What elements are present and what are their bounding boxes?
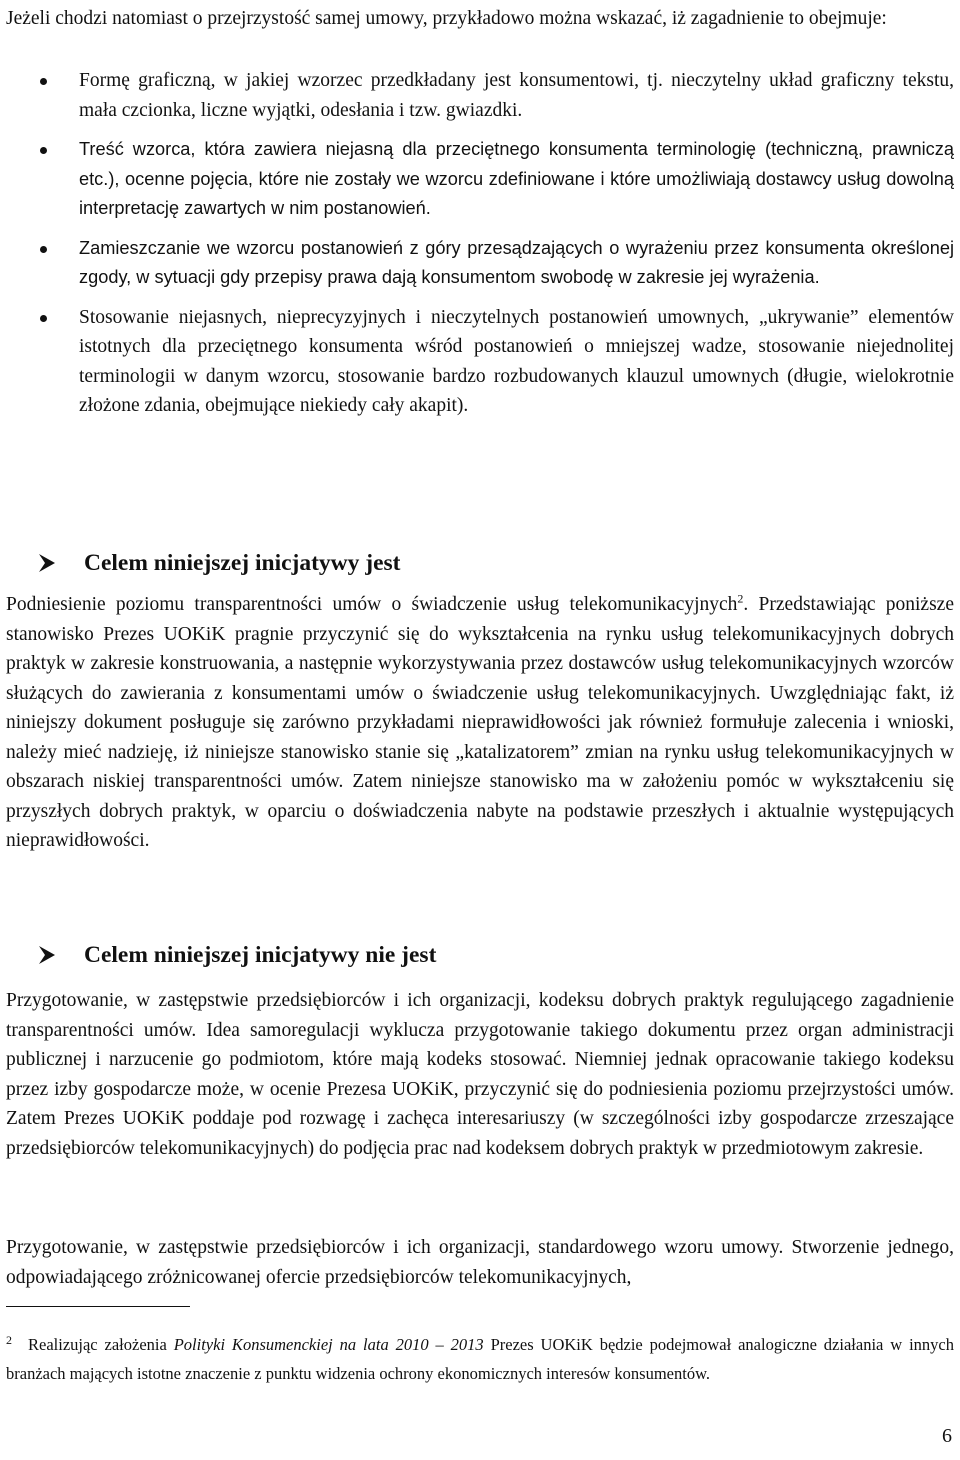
footnote-text: Prezes UOKiK będzie podejmował analogiczne działania w innych branżach mających istotne znaczenie z punktu widzenia ochrony ekonomicznych interesów konsumentów. [6, 1335, 954, 1383]
list-item-text: Zamieszczanie we wzorcu postanowień z góry przesądzających o wyrażeniu przez konsumenta określonej zgody, w sytuacji gdy przepisy prawa dają konsumentom swobodę w zakresie jej wyrażenia. [79, 237, 954, 287]
list-item [0, 303, 954, 421]
section-heading-text: Celem niniejszej inicjatywy nie jest [84, 942, 437, 968]
bullet-icon [40, 246, 47, 253]
footnote-text: Realizując założenia [28, 1335, 174, 1354]
list-item-text: Formę graficzną, w jakiej wzorzec przedkładany jest konsumentowi, tj. nieczytelny układ graficzny tekstu, mała czcionka, liczne wyjątki, odesłania i tzw. gwiazdki. [79, 70, 954, 121]
intro-paragraph: Jeżeli chodzi natomiast o przejrzystość samej umowy, przykładowo można wskazać, iż zagadnienie to obejmuje: [6, 8, 887, 29]
list-item-text: Treść wzorca, która zawiera niejasną dla przeciętnego konsumenta terminologię (techniczną, prawniczą etc.), ocenne pojęcia, które nie zostały we wzorcu zdefiniowane i które umożliwiają dostawcy usług dowolną interpretację zawartych w nim postanowień. [79, 139, 954, 218]
bullet-icon [40, 78, 47, 85]
list-item [0, 66, 954, 125]
arrow-bullet-icon [36, 552, 58, 574]
list-item-text: Stosowanie niejasnych, nieprecyzyjnych i nieczytelnych postanowień umownych, „ukrywanie” elementów istotnych dla przeciętnego konsumenta wśród postanowień o mniejszej wadze, stosowanie niejednolitej terminologii w danym wzorcu, stosowanie bardzo rozbudowanych klauzul umownych (długie, wielokrotnie złożone zdania, obejmujące niekiedy cały akapit). [79, 306, 954, 416]
arrow-bullet-icon [36, 944, 58, 966]
footnote-italic-title: Polityki Konsumenckiej na lata 2010 – 2013 [173, 1335, 484, 1354]
bullet-list [0, 66, 954, 431]
section-heading-text: Celem niniejszej inicjatywy jest [84, 550, 401, 576]
bullet-icon [40, 315, 47, 322]
list-item [0, 135, 954, 224]
footnote-reference: 2 [737, 591, 744, 606]
paragraph-text: Podniesienie poziomu transparentności umów o świadczenie usług telekomunikacyjnych [6, 594, 738, 615]
section-goal-paragraph [6, 590, 954, 856]
section-heading-not-goal [6, 940, 436, 970]
footnote-divider [6, 1306, 190, 1307]
footnote-number: 2 [6, 1332, 12, 1347]
page-number: 6 [942, 1425, 952, 1447]
bullet-icon [40, 147, 47, 154]
section-not-goal-paragraph-1: Przygotowanie, w zastępstwie przedsiębiorców i ich organizacji, kodeksu dobrych praktyk regulującego zagadnienie transparentności umów. Idea samoregulacji wyklucza przygotowanie takiego dokumentu przez organ administracji publicznej i narzucenie go podmiotom, które mają kodeks stosować. Niemniej jednak opracowanie takiego kodeksu przez izby gospodarcze może, w ocenie Prezesa UOKiK, przyczynić się do podniesienia poziomu przejrzystości umów. Zatem Prezes UOKiK poddaje pod rozwagę i zachęca interesariuszy (w szczególności izby gospodarcze zrzeszające przedsiębiorców telekomunikacyjnych) do podjęcia prac nad kodeksem dobrych praktyk w przedmiotowym zakresie. [6, 990, 954, 1159]
footnote [6, 1330, 954, 1388]
section-heading-goal [6, 548, 401, 578]
section-not-goal-paragraph-2: Przygotowanie, w zastępstwie przedsiębiorców i ich organizacji, standardowego wzoru umowy. Stworzenie jednego, odpowiadającego zróżnicowanej ofercie przedsiębiorców telekomunikacyjnych, [6, 1237, 954, 1288]
list-item [0, 234, 954, 293]
paragraph-text: . Przedstawiając poniższe stanowisko Prezes UOKiK pragnie przyczynić się do wykształcenia na rynku usług telekomunikacyjnych dobrych praktyk w zakresie konstruowania, a następnie wykorzystywania przez dostawców usług telekomunikacyjnych wzorców służących do zawierania z konsumentami umów o świadczenie usług telekomunikacyjnych. Uwzględniając fakt, iż niniejszy dokument posługuje się zarówno przykładami nieprawidłowości jak również formułuje zalecenia i wnioski, należy mieć nadzieję, iż niniejsze stanowisko stanie się „katalizatorem” zmian na rynku usług telekomunikacyjnych w obszarach niskiej transparentności umów. Zatem niniejsze stanowisko ma w założeniu pomóc w wykształceniu się przyszłych dobrych praktyk, w oparciu o doświadczenia nabyte na podstawie przeszłych i aktualnie występujących nieprawidłowości. [6, 594, 954, 851]
